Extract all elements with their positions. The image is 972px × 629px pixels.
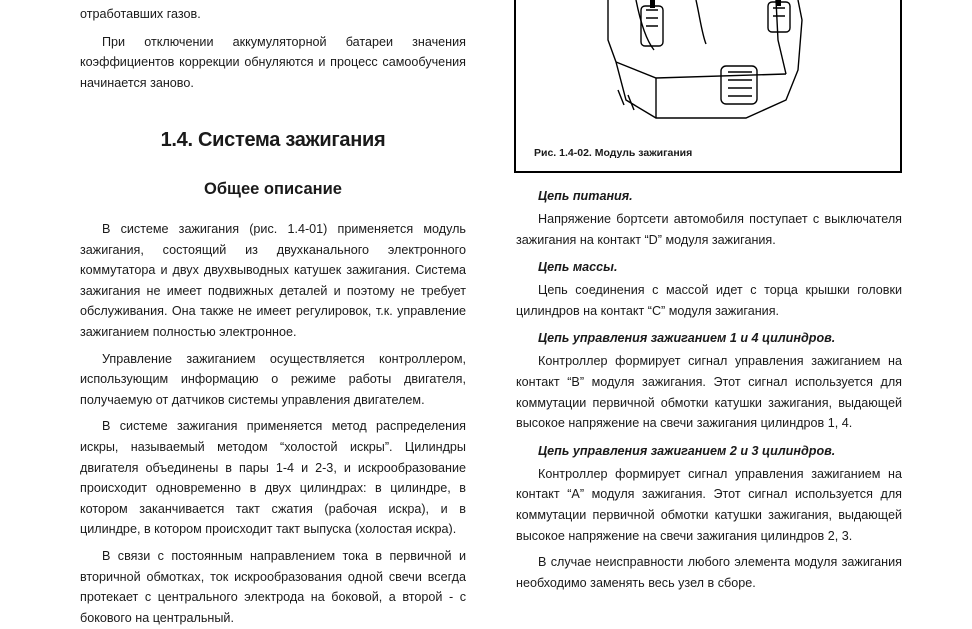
- paragraph-ground-circuit: Цепь соединения с массой идет с торца крышки головки цилиндров на контакт “C” модуля зажигания.: [516, 283, 902, 318]
- ignition-module-drawing: [516, 0, 900, 171]
- heading-ground-circuit: Цепь массы.: [538, 260, 618, 275]
- paragraph-control-2-3: Контроллер формирует сигнал управления зажиганием на контакт “A” модуля зажигания. Этот сигнал используется для коммутации первичной обмотки катушки зажигания, выдающей высокое напряжение на свечи зажигания цилиндров 2, 3.: [516, 466, 902, 543]
- left-body: [80, 219, 466, 628]
- paragraph-current-direction: В связи с постоянным направлением тока в первичной и вторичной обмотках, ток искрообразования одной свечи всегда протекает с центрального электрода на боковой, а второй - с бокового на центральный.: [80, 548, 466, 625]
- paragraph-spark-method: В системе зажигания применяется метод распределения искры, называемый методом “холостой искры”. Цилиндры двигателя объединены в пары 1-4 и 2-3, и искрообразование происходит одновременно в двух цилиндрах: в цилиндре, в котором заканчивается такт сжатия (рабочая искра), и в цилиндре, в котором происходит такт выпуска (холостая искра).: [80, 419, 466, 537]
- heading-power-circuit: Цепь питания.: [538, 189, 633, 203]
- heading-control-2-3: Цепь управления зажиганием 2 и 3 цилиндров.: [538, 443, 836, 458]
- paragraph-ignition-control: Управление зажиганием осуществляется контроллером, использующим информацию о режиме работы двигателя, получаемую от датчиков системы управления двигателем.: [80, 351, 466, 407]
- paragraph-power-circuit: Напряжение бортсети автомобиля поступает с выключателя зажигания на контакт “D” модуля зажигания.: [516, 212, 902, 247]
- text-fragment: отработавших газов.: [80, 7, 201, 21]
- figure-caption: Рис. 1.4-02. Модуль зажигания: [534, 147, 693, 159]
- paragraph-ignition-system: В системе зажигания (рис. 1.4-01) применяется модуль зажигания, состоящий из двухканального электронного коммутатора и двух двухвыводных катушек зажигания. Система зажигания не имеет подвижных деталей и поэтому не требует обслуживания. Она также не имеет регулировок, т.к. управление зажиганием полностью электронное.: [80, 222, 466, 339]
- figure-ignition-module: [514, 0, 902, 173]
- section-title: 1.4. Система зажигания: [160, 129, 386, 151]
- paragraph-control-1-4: Контроллер формирует сигнал управления зажиганием на контакт “B” модуля зажигания. Этот сигнал используется для коммутации первичной обмотки катушки зажигания, выдающей высокое напряжение на свечи зажигания цилиндров 1, 4.: [516, 354, 902, 431]
- right-body: [516, 185, 902, 593]
- heading-control-1-4: Цепь управления зажиганием 1 и 4 цилиндров.: [538, 331, 836, 346]
- paragraph-battery: При отключении аккумуляторной батареи значения коэффициентов коррекции обнуляются и процесс самообучения начинается заново.: [80, 34, 466, 90]
- paragraph-failure: В случае неисправности любого элемента модуля зажигания необходимо заменять весь узел в сборе.: [516, 555, 902, 590]
- subsection-title: Общее описание: [204, 180, 342, 198]
